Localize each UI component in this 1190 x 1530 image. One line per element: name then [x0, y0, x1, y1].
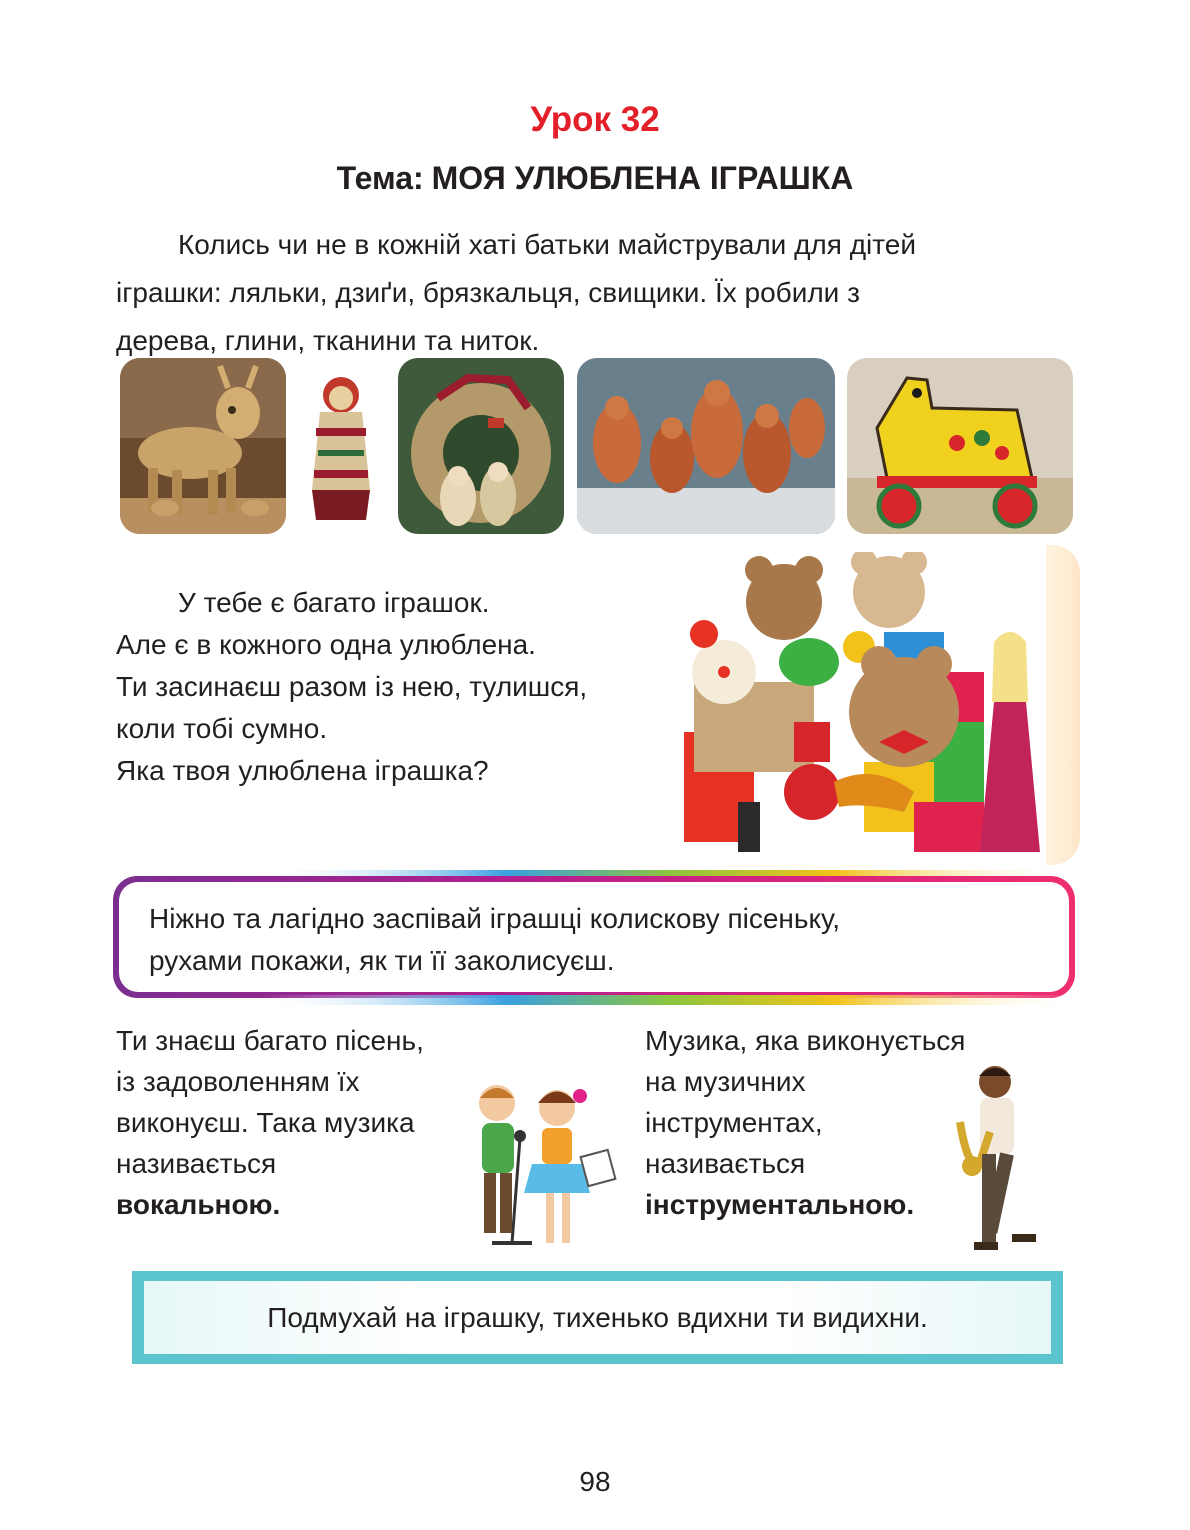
- intro-line: іграшки: ляльки, дзиґи, брязкальця, свищики. Їх робили з: [116, 277, 860, 308]
- favorite-line: Ти засинаєш разом із нею, тулишся,: [116, 671, 588, 702]
- task-text: [119, 882, 1069, 992]
- instrumental-term: інструментальною.: [645, 1189, 915, 1220]
- vocal-line: називається: [116, 1148, 277, 1179]
- instr-line: називається: [645, 1148, 806, 1179]
- intro-line: Колись чи не в кожній хаті батьки майстрували для дітей: [178, 229, 916, 260]
- vocal-line: із задоволенням їх: [116, 1066, 360, 1097]
- favorite-toy-paragraph: [116, 582, 676, 792]
- singing-children-icon: [462, 1068, 622, 1263]
- rainbow-accent-bottom: [260, 995, 1080, 1005]
- favorite-line: Яка твоя улюблена іграшка?: [116, 755, 489, 786]
- favorite-line: У тебе є багато іграшок.: [178, 587, 490, 618]
- page-number: 98: [579, 1466, 611, 1497]
- fabric-wreath-icon: [398, 358, 564, 534]
- task-line: рухами покажи, як ти її заколисуєш.: [149, 945, 615, 976]
- breathing-exercise-box: [132, 1271, 1063, 1364]
- task-line: Ніжно та лагідно заспівай іграшці колискову пісеньку,: [149, 903, 840, 934]
- task-box: [113, 876, 1075, 998]
- toys-pile-icon: [664, 552, 1076, 867]
- topic-heading: [0, 160, 1190, 197]
- instr-line: інструментах,: [645, 1107, 823, 1138]
- instr-line: Музика, яка виконується: [645, 1025, 966, 1056]
- breathing-text: Подмухай на іграшку, тихенько вдихни ти видихни.: [144, 1281, 1051, 1354]
- vocal-line: виконуєш. Така музика: [116, 1107, 415, 1138]
- topic-name: МОЯ УЛЮБЛЕНА ІГРАШКА: [431, 160, 854, 196]
- intro-paragraph: [116, 221, 1076, 365]
- vocal-term: вокальною.: [116, 1189, 281, 1220]
- lesson-title: Урок 32: [530, 100, 660, 139]
- instr-line: на музичних: [645, 1066, 806, 1097]
- vocal-music-paragraph: [116, 1020, 496, 1225]
- clay-whistles-icon: [577, 358, 835, 534]
- favorite-line: Але є в кожного одна улюблена.: [116, 629, 536, 660]
- saxophone-player-icon: [950, 1062, 1050, 1263]
- straw-goat-icon: [120, 358, 286, 534]
- motanka-doll-icon: [300, 370, 382, 530]
- painted-horse-icon: [847, 358, 1073, 534]
- vocal-line: Ти знаєш багато пісень,: [116, 1025, 424, 1056]
- intro-line: дерева, глини, тканини та ниток.: [116, 325, 540, 356]
- favorite-line: коли тобі сумно.: [116, 713, 328, 744]
- topic-prefix: Тема:: [336, 160, 424, 196]
